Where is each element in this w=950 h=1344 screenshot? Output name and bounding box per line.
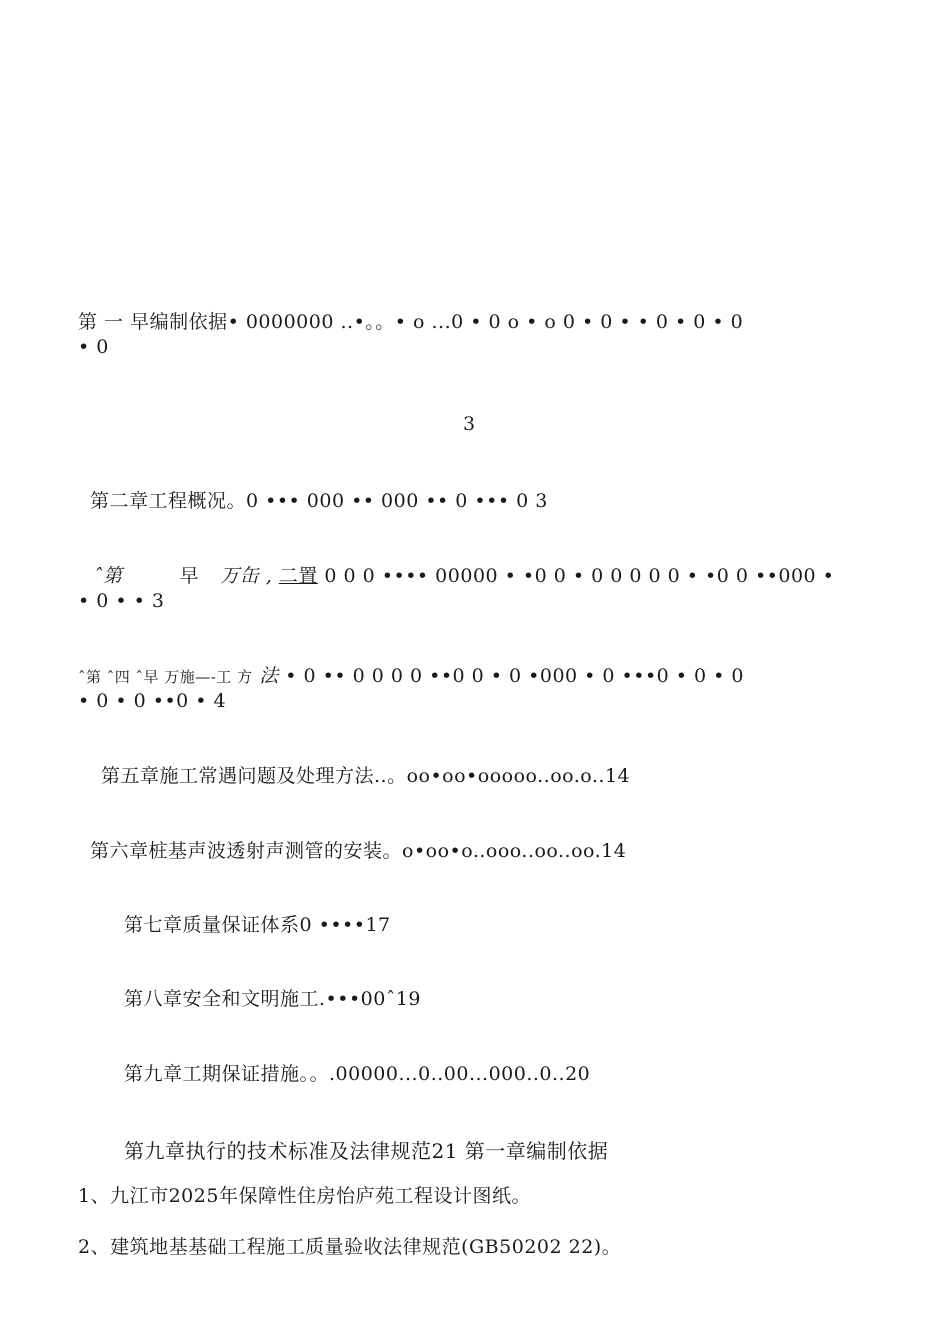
toc-chapter-9-text: 第九章工期保证措施。。.00000...0..00...000..0..20 xyxy=(124,1063,591,1085)
toc-chapter-4-title: ˆ第 ˆ四 ˆ早 万施—-工 方 xyxy=(78,668,253,686)
toc-chapter-1 xyxy=(78,309,743,335)
toc-chapter-1-page xyxy=(463,411,476,437)
body-list-item-2-text: 2、建筑地基基础工程施工质量验收法律规范(GB50202 22)。 xyxy=(78,1236,622,1258)
toc-chapter-1-text: 第 一 早编制依据• 0000000 ..•。。• o ...0 • 0 o • o 0 • 0 • • 0 • 0 • 0 xyxy=(78,311,744,333)
toc-chapter-8-text: 第八章安全和文明施工.•••00ˆ19 xyxy=(124,988,422,1010)
toc-chapter-4-continued xyxy=(78,688,226,714)
toc-chapter-3-continued xyxy=(78,588,164,614)
toc-chapter-5-text: 第五章施工常遇问题及处理方法..。oo•oo•ooooo..oo.o..14 xyxy=(101,765,631,787)
toc-chapter-2-text: 第二章工程概况。0 ••• 000 •• 000 •• 0 ••• 0 3 xyxy=(90,490,548,512)
toc-chapter-3 xyxy=(93,563,834,589)
toc-chapter-6 xyxy=(90,838,626,864)
toc-chapter-3-title: 万缶 , xyxy=(220,565,273,587)
body-list-item-1-text: 1、九江市2025年保障性住房怡庐苑工程设计图纸。 xyxy=(78,1185,531,1207)
toc-chapter-9 xyxy=(124,1061,590,1087)
toc-chapter-3-title-underlined: 二置 xyxy=(278,565,318,587)
toc-chapter-1-continued xyxy=(78,334,109,360)
toc-chapter-8 xyxy=(124,986,421,1012)
toc-chapter-10-text: 第九章执行的技术标准及法律规范21 第一章编制依据 xyxy=(124,1139,609,1163)
toc-chapter-3-char: 早 xyxy=(179,565,200,587)
toc-chapter-4 xyxy=(78,663,744,690)
toc-chapter-3-leader: 0 0 0 •••• 00000 • •0 0 • 0 0 0 0 0 • •0 0 ••000 • xyxy=(324,565,835,587)
toc-chapter-4-title-italic: 法 xyxy=(259,665,279,687)
toc-chapter-2 xyxy=(90,488,548,514)
toc-chapter-4-leader: • 0 •• 0 0 0 0 ••0 0 • 0 •000 • 0 •••0 • 0 • 0 xyxy=(285,665,744,687)
toc-chapter-7-text: 第七章质量保证体系0 ••••17 xyxy=(124,914,391,936)
toc-page-number: 3 xyxy=(463,413,476,435)
toc-chapter-7 xyxy=(124,912,391,938)
toc-chapter-3-text-continued: • 0 • • 3 xyxy=(78,590,165,612)
body-list-item-1 xyxy=(78,1183,531,1209)
toc-chapter-10 xyxy=(124,1138,608,1164)
body-list-item-2 xyxy=(78,1234,621,1260)
toc-chapter-1-text-continued: • 0 xyxy=(78,336,109,358)
toc-chapter-5 xyxy=(101,763,630,789)
toc-chapter-6-text: 第六章桩基声波透射声测管的安装。o•oo•o..ooo..oo..oo.14 xyxy=(90,840,627,862)
toc-chapter-4-text-continued: • 0 • 0 ••0 • 4 xyxy=(78,690,227,712)
toc-chapter-3-prefix: ˆ第 xyxy=(93,565,123,587)
